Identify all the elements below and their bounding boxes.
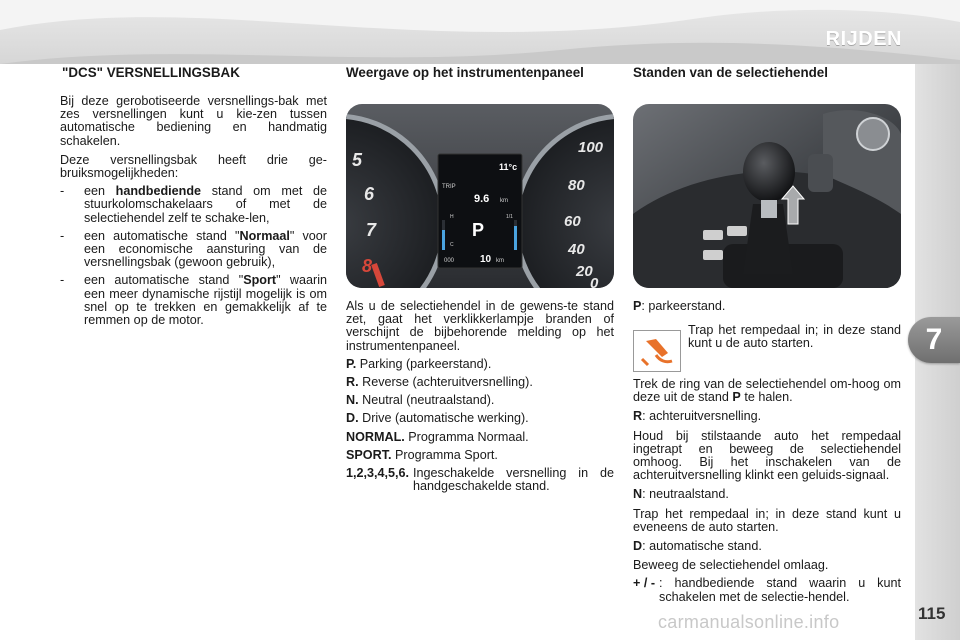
list-item: SPORT. Programma Sport. <box>346 447 498 462</box>
chapter-title: RIJDEN <box>825 28 902 50</box>
list-item: - een handbediende stand om met de stuurkolomschakelaars of met de selectiehendel zelf te schake-len, <box>60 184 327 225</box>
svg-text:0: 0 <box>590 275 599 288</box>
list-item: 1,2,3,4,5,6. Ingeschakelde versnelling in de handgeschakelde stand. <box>346 466 614 494</box>
chapter-tab: 7 <box>908 317 960 363</box>
list-item: - een automatische stand "Normaal" voor een economische aansturing van de versnellingsbak (gewoon gebruik), <box>60 228 327 270</box>
column-instrument-text <box>346 300 614 493</box>
header-band <box>0 0 960 64</box>
svg-text:H: H <box>450 214 454 220</box>
page-number: 115 <box>918 604 946 623</box>
column-instrument-panel <box>346 66 614 80</box>
svg-text:11°c: 11°c <box>499 162 518 172</box>
gear-selector-photo <box>633 104 901 288</box>
svg-text:P: P <box>472 220 485 240</box>
svg-text:8: 8 <box>362 256 373 276</box>
instrument-intro: Als u de selectiehendel in de gewens-te stand zet, gaat het verklikkerlampje branden of verschijnt de bijbehorende melding op het instrumentenpaneel. <box>346 299 614 353</box>
list-item: NORMAL. Programma Normaal. <box>346 429 529 444</box>
list-item: N. Neutral (neutraalstand). <box>346 393 495 408</box>
watermark: carmanualsonline.info <box>658 612 840 632</box>
svg-text:10: 10 <box>480 254 492 265</box>
svg-text:000: 000 <box>444 258 455 264</box>
selector-heading: Standen van de selectiehendel <box>633 65 828 80</box>
svg-text:6: 6 <box>364 184 375 204</box>
svg-text:1/1: 1/1 <box>506 214 513 220</box>
svg-text:km: km <box>496 258 504 264</box>
drive-instruction: Beweeg de selectiehendel omlaag. <box>633 558 829 573</box>
svg-text:5: 5 <box>352 150 363 170</box>
svg-text:80: 80 <box>568 177 585 194</box>
instrument-heading: Weergave op het instrumentenpaneel <box>346 65 584 80</box>
list-item: D. Drive (automatische werking). <box>346 411 529 426</box>
svg-text:40: 40 <box>568 241 585 258</box>
instrument-cluster-photo <box>346 104 614 288</box>
neutral-line: N: neutraalstand. <box>633 487 729 502</box>
svg-text:7: 7 <box>366 220 377 240</box>
dcs-modes-intro: Deze versnellingsbak heeft drie ge-bruiksmogelijkheden: <box>60 152 327 181</box>
manual-mode-line: + / - : handbediende stand waarin u kunt schakelen met de selectie-hendel. <box>633 576 901 604</box>
dcs-heading: "DCS" VERSNELLINGSBAK <box>62 65 240 80</box>
reverse-line: R: achteruitversnelling. <box>633 409 762 424</box>
svg-text:60: 60 <box>564 213 581 230</box>
svg-text:C: C <box>450 242 454 248</box>
park-line: P: parkeerstand. <box>633 299 726 313</box>
list-item: R. Reverse (achteruitversnelling). <box>346 375 533 390</box>
svg-text:9.6: 9.6 <box>474 193 490 205</box>
reverse-instruction: Houd bij stilstaande auto het rempedaal ingetrapt en beweeg de selectiehendel omhoog. Bij het inschakelen van de achteruitversnelling klinkt een geluids-signaal. <box>633 428 901 483</box>
drive-line: D: automatische stand. <box>633 539 762 554</box>
column-selector-text-2 <box>633 378 901 604</box>
brake-pedal-icon <box>634 331 680 371</box>
brake-warning-box <box>633 330 681 372</box>
column-selector <box>633 66 901 80</box>
svg-text:100: 100 <box>578 139 604 156</box>
dcs-intro: Bij deze gerobotiseerde versnellings-bak met zes versnellingen kunt u kie-zen tussen automatische bediening en handmatig schakelen. <box>60 94 327 148</box>
neutral-instruction: Trap het rempedaal in; in deze stand kunt u eveneens de auto starten. <box>633 506 901 534</box>
temperature-bar <box>442 220 445 250</box>
svg-text:TRIP: TRIP <box>442 184 456 190</box>
svg-text:20: 20 <box>576 263 593 280</box>
ring-instruction: Trek de ring van de selectiehendel om-hoog om deze uit de stand P te halen. <box>633 377 901 405</box>
column-selector-text <box>633 300 901 313</box>
svg-text:km: km <box>500 198 508 204</box>
list-item: - een automatische stand "Sport" waarin een meer dynamische rijstijl mogelijk is om snel op te trekken en gemakkelijk af te remmen op de motor. <box>60 273 327 328</box>
column-dcs <box>60 66 327 327</box>
brake-warning-text: Trap het rempedaal in; in deze stand kunt u de auto starten. <box>688 323 901 351</box>
header-swoosh <box>0 0 960 64</box>
list-item: P. Parking (parkeerstand). <box>346 356 492 371</box>
